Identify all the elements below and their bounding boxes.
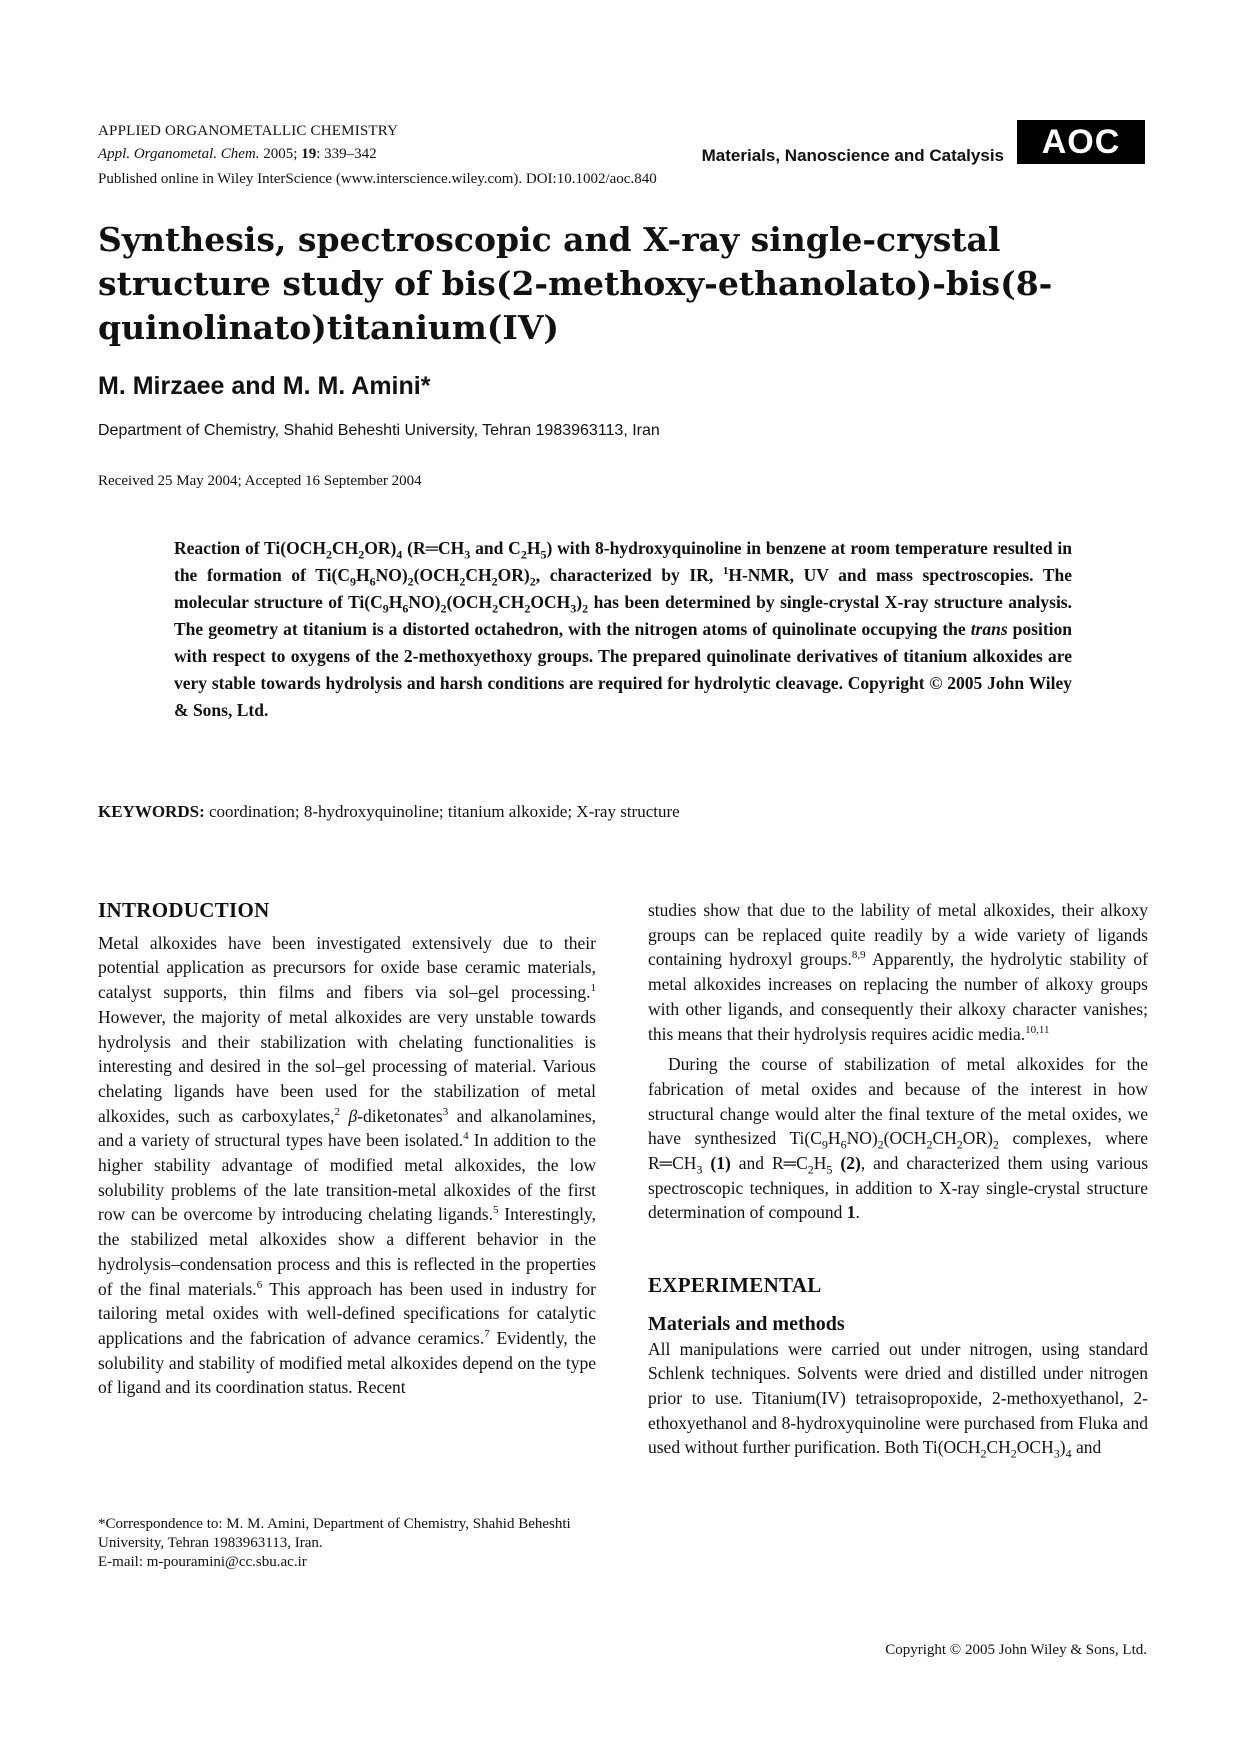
citation-pages: : 339–342 — [316, 146, 377, 162]
copyright-notice: Copyright © 2005 John Wiley & Sons, Ltd. — [885, 1642, 1147, 1658]
correspondence-email: E-mail: m-pouramini@cc.sbu.ac.ir — [98, 1554, 307, 1570]
left-column — [98, 898, 596, 1400]
affiliation: Department of Chemistry, Shahid Beheshti University, Tehran 1983963113, Iran — [98, 422, 660, 439]
introduction-paragraph-2: During the course of stabilization of metal alkoxides for the fabrication of metal oxides and because of the interest in how structural change would alter the final texture of the metal oxides, we have synthesized $Ti(C_9H_6NO)_2(OCH_2CH_2OR)_2$ complexes, where $R═CH_3$ (1) and $R═C_2H_5$ (2), and characterized them using various spectroscopic techniques, in addition to X-ray single-crystal structure determination of compound 1. — [648, 1054, 1149, 1223]
keywords — [98, 802, 680, 822]
experimental-heading: EXPERIMENTAL — [648, 1273, 822, 1298]
section-label: Materials, Nanoscience and Catalysis — [701, 146, 1004, 165]
keywords-label: KEYWORDS: — [98, 802, 205, 821]
materials-paragraph: All manipulations were carried out under nitrogen, using standard Schlenk techniques. Solvents were dried and distilled under nitrogen prior to use. Titanium(IV) tetraisopropoxide, 2-methoxyethanol, 2-ethoxyethanol and 8-hydroxyquinoline were purchased from Fluka and used without further purification. Both $Ti(OCH_2CH_2OCH_3)_4$ and — [648, 1338, 1148, 1461]
introduction-paragraph: Metal alkoxides have been investigated extensively due to their potential application as precursors for oxide base ceramic materials, catalyst supports, thin films and fibers via sol–gel processing.$^1$ However, the majority of metal alkoxides are very unstable towards hydrolysis and their stabilization with chelating functionalities is interesting and desired in the sol–gel processing of material. Various chelating ligands have been used for the stabilization of metal alkoxides, such as carboxylates,$^2$ β-diketonates$^3$ and alkanolamines, and a variety of structural types have been isolated.$^4$ In addition to the higher stability advantage of modified metal alkoxides, the low solubility problems of the late transition-metal alkoxides of the first row can be overcome by introducing chelating ligands.$^5$ Interestingly, the stabilized metal alkoxides show a different behavior in the hydrolysis–condensation process and this is reflected in the properties of the final materials.$^6$ This approach has been used in industry for tailoring metal oxides with well-defined specifications for catalytic applications and the fabrication of advance ceramics.$^7$ Evidently, the solubility and stability of modified metal alkoxides depend on the type of ligand and its coordination status. Recent — [98, 932, 597, 1398]
authors: M. Mirzaee and M. M. Amini* — [98, 372, 431, 400]
correspondence-address: *Correspondence to: M. M. Amini, Department of Chemistry, Shahid Beheshti University, Tehran 1983963113, Iran. — [98, 1516, 571, 1551]
keywords-text: coordination; 8-hydroxyquinoline; titanium alkoxide; X-ray structure — [204, 802, 680, 821]
article-title: Synthesis, spectroscopic and X-ray single-crystal structure study of bis(2-methoxy-ethanolato)-bis(8-quinolinato)titanium(IV) — [98, 220, 1053, 347]
citation-volume: 19 — [301, 146, 317, 162]
introduction-heading: INTRODUCTION — [98, 898, 270, 922]
right-column — [648, 898, 1148, 1460]
abstract: Reaction of $Ti(OCH_2CH_2OR)_4$ ($R═CH_3$ and $C_2H_5$) with 8-hydroxyquinoline in benzene at room temperature resulted in the formation of $Ti(C_9H_6NO)_2(OCH_2CH_2OR)_2$, characterized by IR, $^1$H-NMR, UV and mass spectroscopies. The molecular structure of $Ti(C_9H_6NO)_2(OCH_2CH_2OCH_3)_2$ has been determined by single-crystal X-ray structure analysis. The geometry at titanium is a distorted octahedron, with the nitrogen atoms of quinolinate occupying the trans position with respect to oxygens of the 2-methoxyethoxy groups. The prepared quinolinate derivatives of titanium alkoxides are very stable towards hydrolysis and harsh conditions are required for hydrolytic cleavage. Copyright © 2005 John Wiley & Sons, Ltd. — [174, 538, 1073, 720]
citation-journal: Appl. Organometal. Chem. — [98, 146, 260, 162]
introduction-continued: studies show that due to the lability of metal alkoxides, their alkoxy groups can be replaced quite readily by a wide variety of ligands containing hydroxyl groups.$^{8,9}$ Apparently, the hydrolytic stability of metal alkoxides increases on replacing the number of alkoxy groups with other ligands, and consequently their alkoxy character vanishes; this means that their hydrolysis requires acidic media.$^{10,11}$ — [648, 900, 1148, 1044]
correspondence-footnote — [98, 1515, 598, 1572]
published-line: Published online in Wiley InterScience (www.interscience.wiley.com). DOI:10.1002/aoc.840 — [98, 171, 657, 187]
materials-heading: Materials and methods — [648, 1312, 845, 1335]
journal-name: APPLIED ORGANOMETALLIC CHEMISTRY — [98, 123, 399, 139]
aoc-logo: AOC — [1017, 120, 1145, 164]
citation-year: 2005; — [263, 146, 298, 162]
citation-line — [98, 146, 377, 163]
received-dates: Received 25 May 2004; Accepted 16 September 2004 — [98, 473, 422, 489]
